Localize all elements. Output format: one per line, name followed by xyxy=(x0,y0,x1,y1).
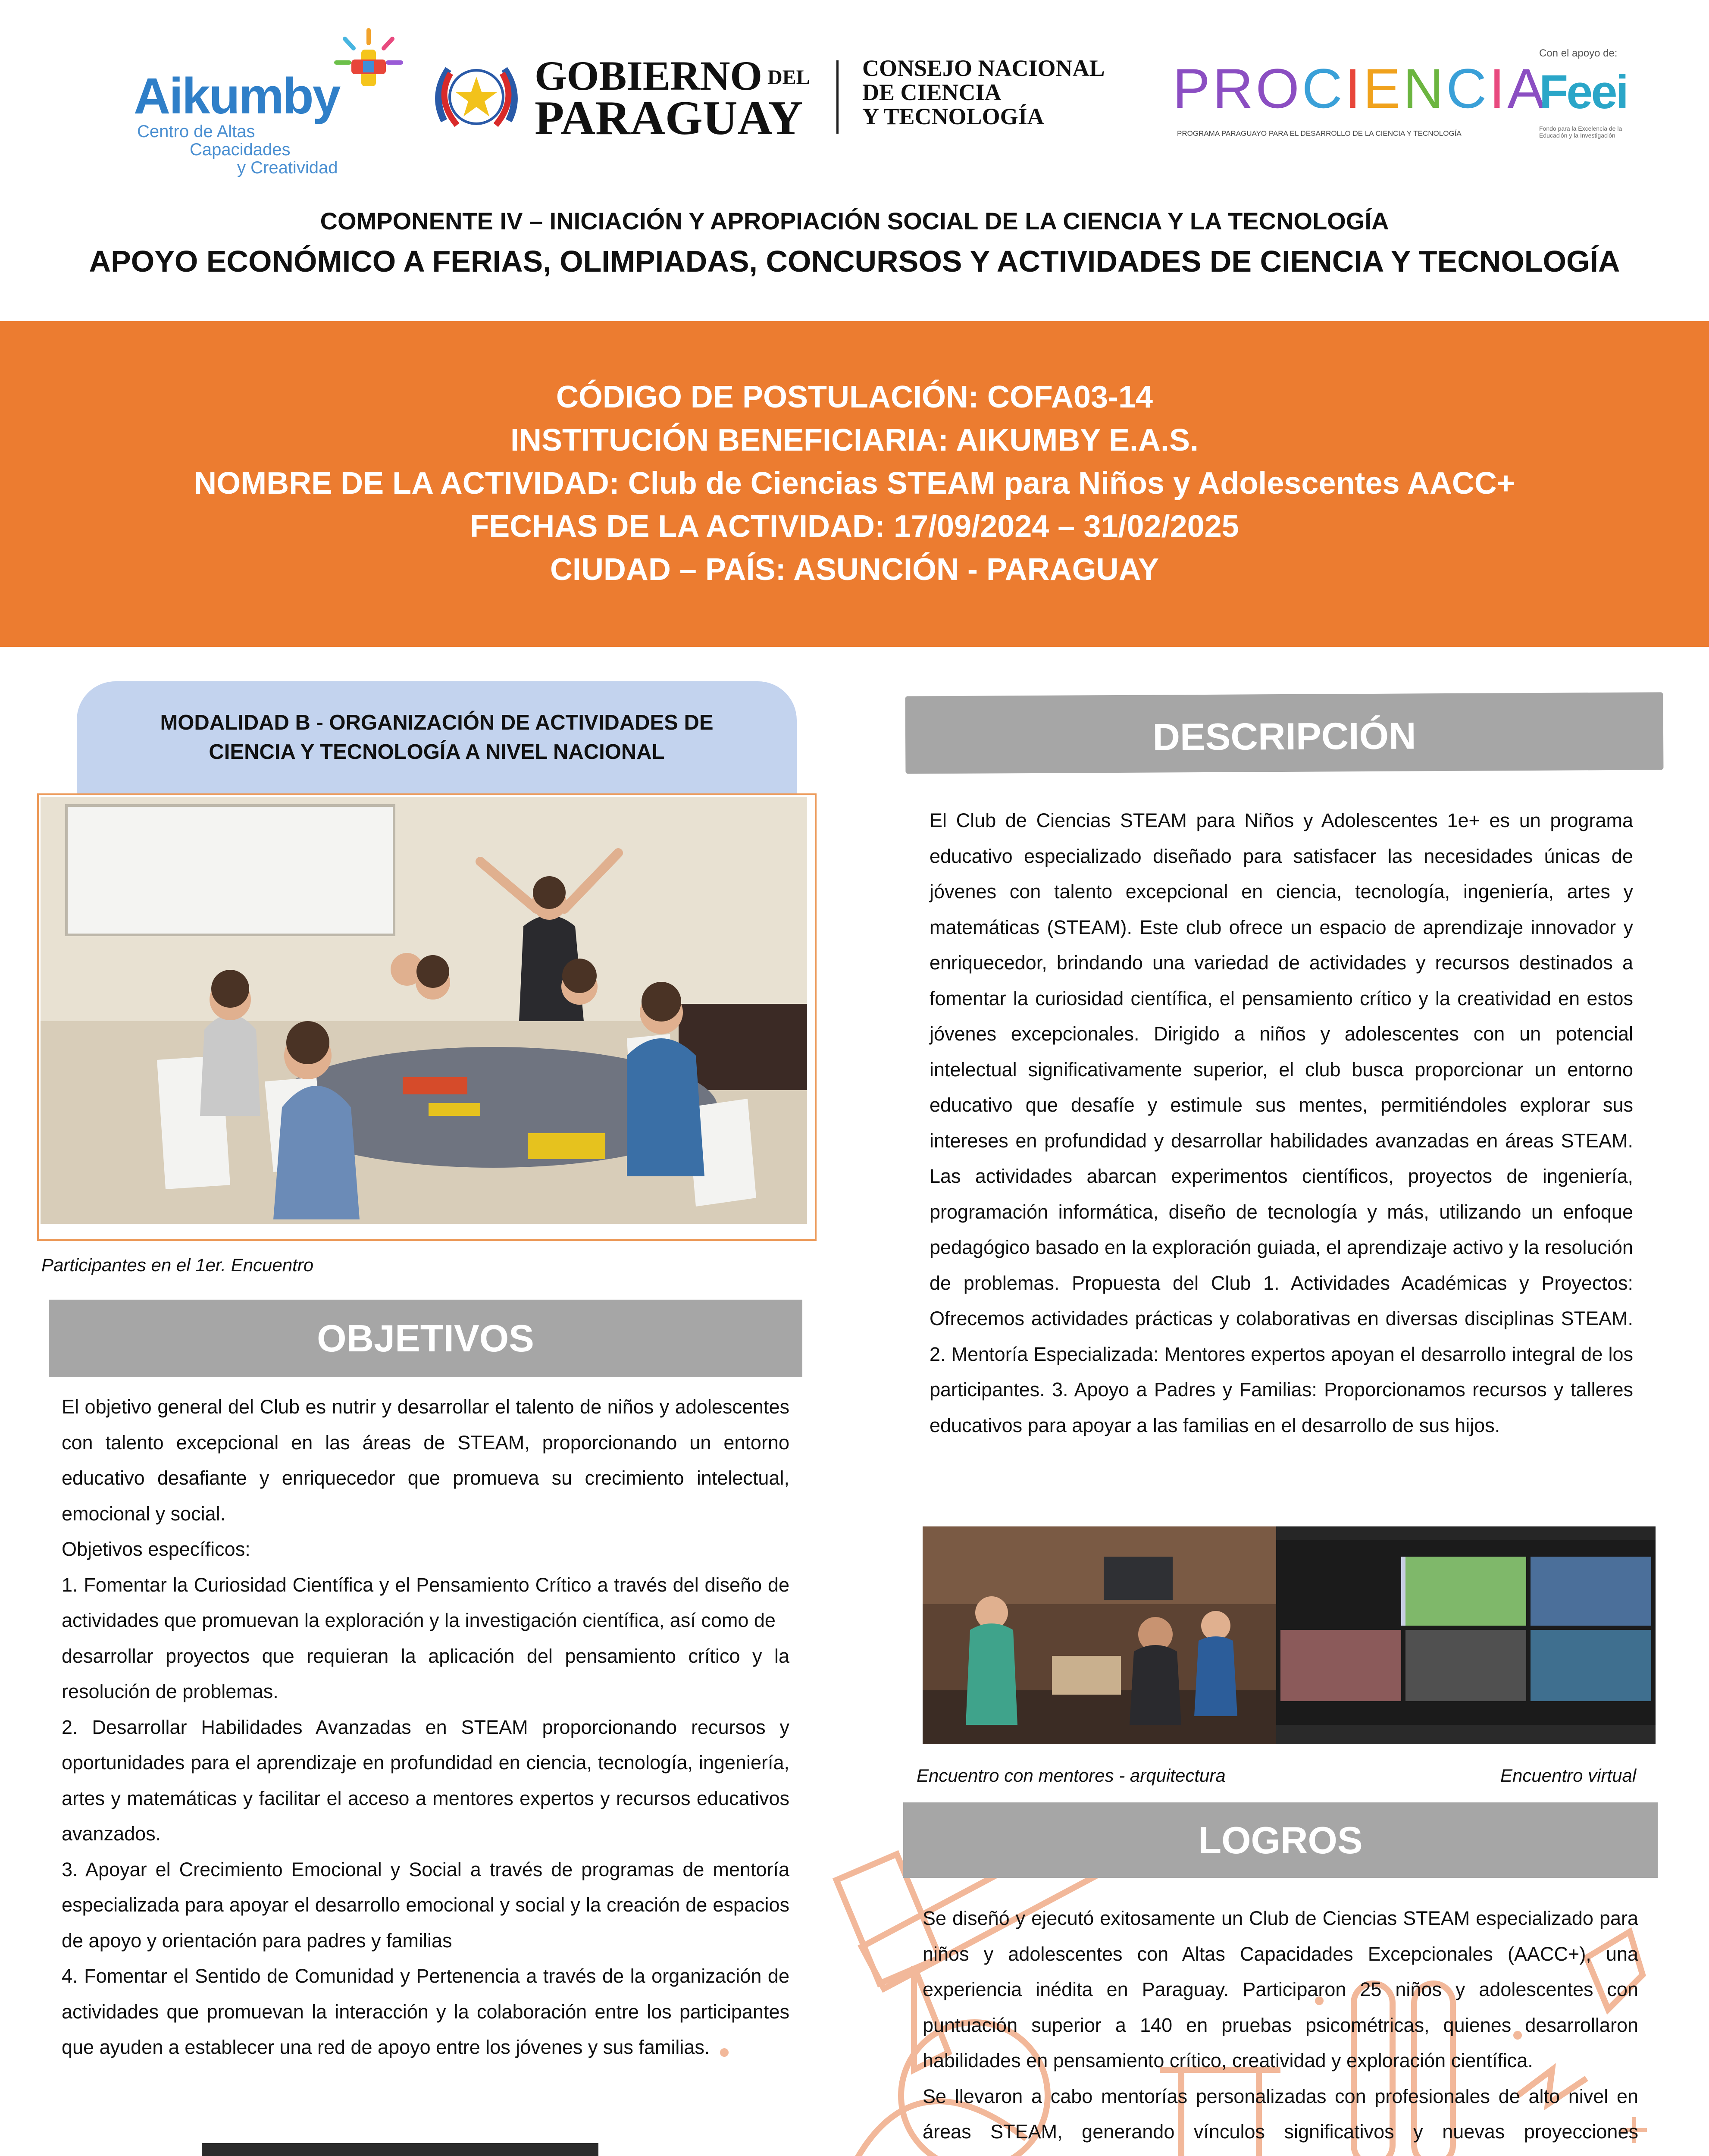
del-word: DEL xyxy=(767,66,810,89)
logros-text xyxy=(923,1901,1638,2156)
band-actividad: NOMBRE DE LA ACTIVIDAD: Club de Ciencias STEAM para Niños y Adolescentes AACC+ xyxy=(194,466,1515,501)
participants-photo-frame xyxy=(37,793,817,1241)
photo3-caption: Encuentro virtual xyxy=(1500,1765,1637,1786)
aikumby-logo xyxy=(129,26,423,177)
logros-paragraph: Se llevaron a cabo mentorías personalizadas con profesionales de alto nivel en áreas STEAM, generando vínculos significativos y nuevas proyecciones xyxy=(923,2085,1638,2143)
photo1-caption: Participantes en el 1er. Encuentro xyxy=(41,1255,314,1275)
component-title: COMPONENTE IV – INICIACIÓN Y APROPIACIÓN SOCIAL DE LA CIENCIA Y LA TECNOLOGÍA xyxy=(320,207,1389,235)
zoom-top-bar xyxy=(1276,1526,1656,1540)
conacyt-line-1: CONSEJO NACIONAL xyxy=(862,55,1105,81)
participants-classroom-photo xyxy=(41,797,807,1224)
band-ciudad: CIUDAD – PAÍS: ASUNCIÓN - PARAGUAY xyxy=(550,552,1159,587)
modalidad-line-2: CIENCIA Y TECNOLOGÍA A NIVEL NACIONAL xyxy=(209,740,665,764)
video-tile xyxy=(1405,1557,1526,1626)
objetivos-paragraph: Objetivos específicos: xyxy=(62,1538,250,1560)
band-fechas: FECHAS DE LA ACTIVIDAD: 17/09/2024 – 31/02/2025 xyxy=(470,509,1239,544)
virtual-parents-screenshot xyxy=(202,2143,598,2156)
objetivos-paragraph: El objetivo general del Club es nutrir y desarrollar el talento de niños y adolescentes con talento excepcional en las áreas de STEAM, proporcionando un entorno educativo desafiante y enriquecedor que promueva su crecimiento intelectual, emocional y social. xyxy=(62,1396,789,1525)
modalidad-text xyxy=(77,708,797,767)
objetivos-paragraph: 3. Apoyar el Crecimiento Emocional y Social a través de programas de mentoría especializada para apoyar el desarrollo emocional y social y la creación de espacios de apoyo y orientación para padres y familias xyxy=(62,1858,789,1952)
activity-info-band xyxy=(0,321,1709,647)
gobierno-word: GOBIERNO xyxy=(535,53,763,99)
aikumby-tagline-2: Capacidades xyxy=(190,140,291,159)
objetivos-text xyxy=(62,1389,789,2065)
zoom-top-bar xyxy=(202,2143,598,2156)
modalidad-line-1: MODALIDAD B - ORGANIZACIÓN DE ACTIVIDADES DE xyxy=(160,711,714,734)
gobierno-paraguay-logo xyxy=(427,47,1134,147)
objetivos-paragraph: 2. Desarrollar Habilidades Avanzadas en STEAM proporcionando recursos y oportunidades para el aprendizaje en profundidad en ciencia, tecnología, ingeniería, artes y matemáticas y facilitar el acceso a mentores expertos y recursos educativos avanzados. xyxy=(62,1716,789,1845)
paraguay-coat-of-arms-icon xyxy=(427,47,526,147)
logros-heading: LOGROS xyxy=(903,1802,1658,1878)
logros-paragraph: Se diseñó y ejecutó exitosamente un Club de Ciencias STEAM especializado para niños y adolescentes con Altas Capacidades Excepcionales (AACC+), una experiencia inédita en Paraguay. Participaron 25 niños y adolescentes con puntuación superior a 140 en pruebas psicométricas, quienes desarrollaron habilidades en pensamiento crítico, creatividad y exploración científica. xyxy=(923,1907,1638,2071)
mentors-architecture-photo xyxy=(923,1526,1276,1744)
descripcion-text xyxy=(930,803,1633,1443)
objetivos-paragraph: desarrollar proyectos que requieran la aplicación del pensamiento crítico y la resolución de problemas. xyxy=(62,1645,789,1702)
aikumby-wordmark: Aikumby xyxy=(134,68,340,125)
video-tile xyxy=(1531,1557,1651,1626)
feei-tagline: Fondo para la Excelencia de la Educación y la Investigación xyxy=(1539,125,1622,139)
objetivos-heading: OBJETIVOS xyxy=(49,1300,802,1377)
taskbar xyxy=(1276,1725,1656,1744)
video-tile xyxy=(1405,1630,1526,1701)
prociencia-wordmark: PROCIENCIA xyxy=(1173,57,1548,120)
objetivos-paragraph: 4. Fomentar el Sentido de Comunidad y Pertenencia a través de la organización de actividades que promuevan la interacción y la colaboración entre los participantes que ayuden a establecer una red de apoyo entre los jóvenes y sus familias. xyxy=(62,1965,789,2058)
descripcion-heading: DESCRIPCIÓN xyxy=(905,692,1664,774)
aikumby-sparkle-icon xyxy=(332,26,405,99)
band-institucion: INSTITUCIÓN BENEFICIARIA: AIKUMBY E.A.S. xyxy=(510,423,1199,458)
modalidad-tab xyxy=(77,681,797,793)
objetivos-paragraph: 1. Fomentar la Curiosidad Científica y el Pensamiento Crítico a través del diseño de actividades que promuevan la exploración y la investigación científica, así como de xyxy=(62,1573,789,1631)
aikumby-tagline-3: y Creatividad xyxy=(237,158,338,177)
conacyt-line-3: Y TECNOLOGÍA xyxy=(862,103,1044,129)
virtual-encounter-screenshot xyxy=(1276,1526,1656,1744)
paraguay-word: PARAGUAY xyxy=(535,91,803,145)
feei-wordmark: Feei xyxy=(1539,66,1628,119)
feei-logo xyxy=(1539,47,1643,142)
program-title: APOYO ECONÓMICO A FERIAS, OLIMPIADAS, CONCURSOS Y ACTIVIDADES DE CIENCIA Y TECNOLOGÍA xyxy=(89,244,1620,278)
feei-support-label: Con el apoyo de: xyxy=(1539,47,1618,59)
prociencia-logo xyxy=(1173,56,1548,142)
prociencia-tagline: PROGRAMA PARAGUAYO PARA EL DESARROLLO DE LA CIENCIA Y TECNOLOGÍA xyxy=(1177,129,1462,138)
photo2-caption: Encuentro con mentores - arquitectura xyxy=(917,1765,1226,1786)
video-tile xyxy=(1280,1630,1401,1701)
aikumby-tagline-1: Centro de Altas xyxy=(137,122,255,141)
band-codigo: CÓDIGO DE POSTULACIÓN: COFA03-14 xyxy=(556,380,1153,414)
video-tile xyxy=(1531,1630,1651,1701)
header-divider xyxy=(836,60,839,134)
conacyt-line-2: DE CIENCIA xyxy=(862,79,1002,105)
descripcion-paragraph: El Club de Ciencias STEAM para Niños y Adolescentes 1e+ es un programa educativo especializado diseñado para satisfacer las necesidades únicas de jóvenes con talento excepcional en ciencia, tecnología, ingeniería, artes y matemáticas (STEAM). Este club ofrece un espacio de aprendizaje innovador y enriquecedor, brindando una variedad de actividades y recursos destinados a fomentar la curiosidad científica, el pensamiento crítico y la creatividad en estos jóvenes excepcionales. Dirigido a niños y adolescentes con un potencial intelectual significativamente superior, el club busca proporcionar un entorno educativo que desafíe y estimule sus mentes, permitiéndoles explorar sus intereses en profundidad y desarrollar habilidades avanzadas en áreas STEAM. Las actividades abarcan experimentos científicos, proyectos de ingeniería, programación informática, diseño de tecnología y más, utilizando un enfoque pedagógico basado en la exploración guiada, el aprendizaje activo y la resolución de problemas. Propuesta del Club 1. Actividades Académicas y Proyectos: Ofrecemos actividades prácticas y colaborativas en diversas disciplinas STEAM. 2. Mentoría Especializada: Mentores expertos apoyan el desarrollo integral de los participantes. 3. Apoyo a Padres y Familias: Proporcionamos recursos y talleres educativos para apoyar a las familias en el desarrollo de sus hijos. xyxy=(930,809,1633,1436)
